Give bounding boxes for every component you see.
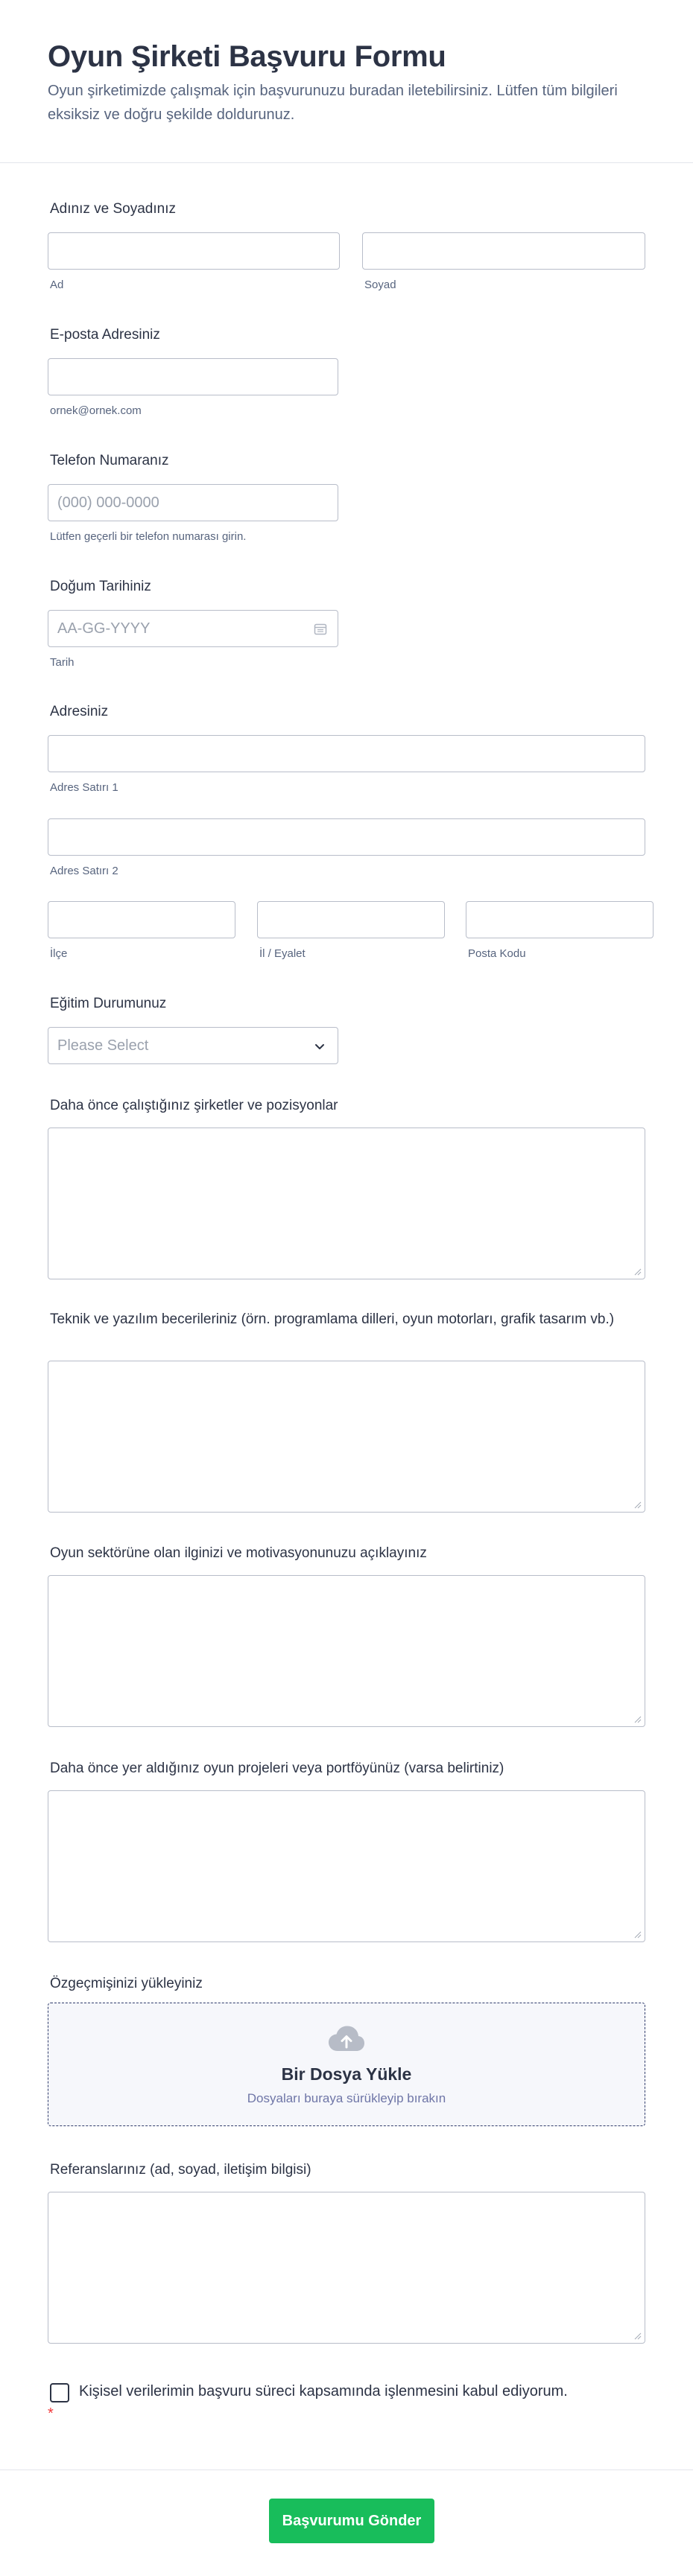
form-description: Oyun şirketimizde çalışmak için başvurunuzu buradan iletebilirsiniz. Lütfen tüm bilgileri eksiksiz ve doğru şekilde doldurunuz. [48, 83, 618, 123]
birthdate-label: Doğum Tarihiniz [50, 579, 151, 594]
resume-field [48, 1974, 645, 2131]
portfolio-textarea[interactable] [48, 1790, 645, 1942]
consent-text: Kişisel verilerimin başvuru süreci kapsamında işlenmesini kabul ediyorum. [79, 2383, 568, 2400]
motivation-textarea[interactable] [48, 1575, 645, 1727]
portfolio-field [48, 1759, 645, 1942]
required-mark: * [48, 2405, 54, 2422]
upload-title: Bir Dosya Yükle [281, 2064, 412, 2084]
birthdate-input[interactable] [48, 610, 338, 647]
first-name-sublabel: Ad [50, 279, 64, 291]
email-label: E-posta Adresiniz [50, 327, 160, 343]
skills-field [48, 1310, 645, 1511]
email-field [48, 325, 645, 422]
education-selected-value: Please Select [57, 1037, 149, 1054]
education-field [48, 994, 645, 1069]
resize-grip-icon[interactable] [633, 1267, 642, 1276]
birthdate-field [48, 577, 645, 674]
resume-label: Özgeçmişinizi yükleyiniz [50, 1976, 203, 1991]
motivation-label: Oyun sektörüne olan ilginizi ve motivasyonunuzu açıklayınız [50, 1545, 427, 1561]
address-line1-sublabel: Adres Satırı 1 [50, 781, 118, 794]
district-sublabel: İlçe [50, 947, 68, 960]
experience-field [48, 1096, 645, 1279]
portfolio-label: Daha önce yer aldığınız oyun projeleri veya portföyünüz (varsa belirtiniz) [50, 1761, 504, 1776]
references-label: Referanslarınız (ad, soyad, iletişim bilgisi) [50, 2162, 311, 2178]
form-title: Oyun Şirketi Başvuru Formu [48, 40, 446, 73]
education-select[interactable] [48, 1027, 338, 1064]
state-input[interactable] [257, 901, 445, 938]
birthdate-sublabel: Tarih [50, 656, 75, 669]
consent-label [48, 2380, 569, 2425]
references-textarea[interactable] [48, 2192, 645, 2344]
calendar-icon[interactable] [314, 623, 327, 636]
name-label: Adınız ve Soyadınız [50, 201, 176, 217]
state-sublabel: İl / Eyalet [259, 947, 306, 960]
postal-code-sublabel: Posta Kodu [468, 947, 526, 960]
references-field [48, 2160, 645, 2344]
address-line2-sublabel: Adres Satırı 2 [50, 865, 118, 877]
last-name-input[interactable] [362, 232, 645, 270]
submit-button[interactable]: Başvurumu Gönder [269, 2499, 434, 2543]
experience-label: Daha önce çalıştığınız şirketler ve pozisyonlar [50, 1098, 338, 1113]
consent-checkbox[interactable] [50, 2383, 69, 2402]
resize-grip-icon[interactable] [633, 1930, 642, 1939]
education-label: Eğitim Durumunuz [50, 996, 167, 1011]
upload-subtitle: Dosyaları buraya sürükleyip bırakın [247, 2091, 446, 2105]
phone-placeholder: (000) 000-0000 [57, 494, 159, 511]
name-field [48, 200, 645, 296]
resize-grip-icon[interactable] [633, 2331, 642, 2340]
file-upload-dropzone[interactable] [48, 2003, 645, 2126]
resize-grip-icon[interactable] [633, 1714, 642, 1723]
last-name-sublabel: Soyad [364, 279, 396, 291]
skills-textarea[interactable] [48, 1361, 645, 1513]
motivation-field [48, 1544, 645, 1727]
email-input[interactable] [48, 358, 338, 395]
form-header [0, 0, 693, 163]
address-line1-input[interactable] [48, 735, 645, 772]
email-sublabel: ornek@ornek.com [50, 404, 142, 417]
resize-grip-icon[interactable] [633, 1500, 642, 1509]
address-line2-input[interactable] [48, 818, 645, 856]
birthdate-placeholder: AA-GG-YYYY [57, 620, 151, 637]
postal-code-input[interactable] [466, 901, 654, 938]
district-input[interactable] [48, 901, 235, 938]
address-label: Adresiniz [50, 704, 109, 719]
skills-label: Teknik ve yazılım becerileriniz (örn. programlama dilleri, oyun motorları, grafik tasarım vb.) [50, 1311, 615, 1327]
address-field [48, 702, 645, 967]
phone-field [48, 451, 645, 548]
phone-input[interactable] [48, 484, 338, 521]
cloud-upload-icon [327, 2024, 366, 2054]
phone-label: Telefon Numaranız [50, 453, 169, 468]
phone-sublabel: Lütfen geçerli bir telefon numarası girin. [50, 530, 247, 543]
experience-textarea[interactable] [48, 1128, 645, 1279]
chevron-down-icon [314, 1040, 326, 1052]
first-name-input[interactable] [48, 232, 340, 270]
